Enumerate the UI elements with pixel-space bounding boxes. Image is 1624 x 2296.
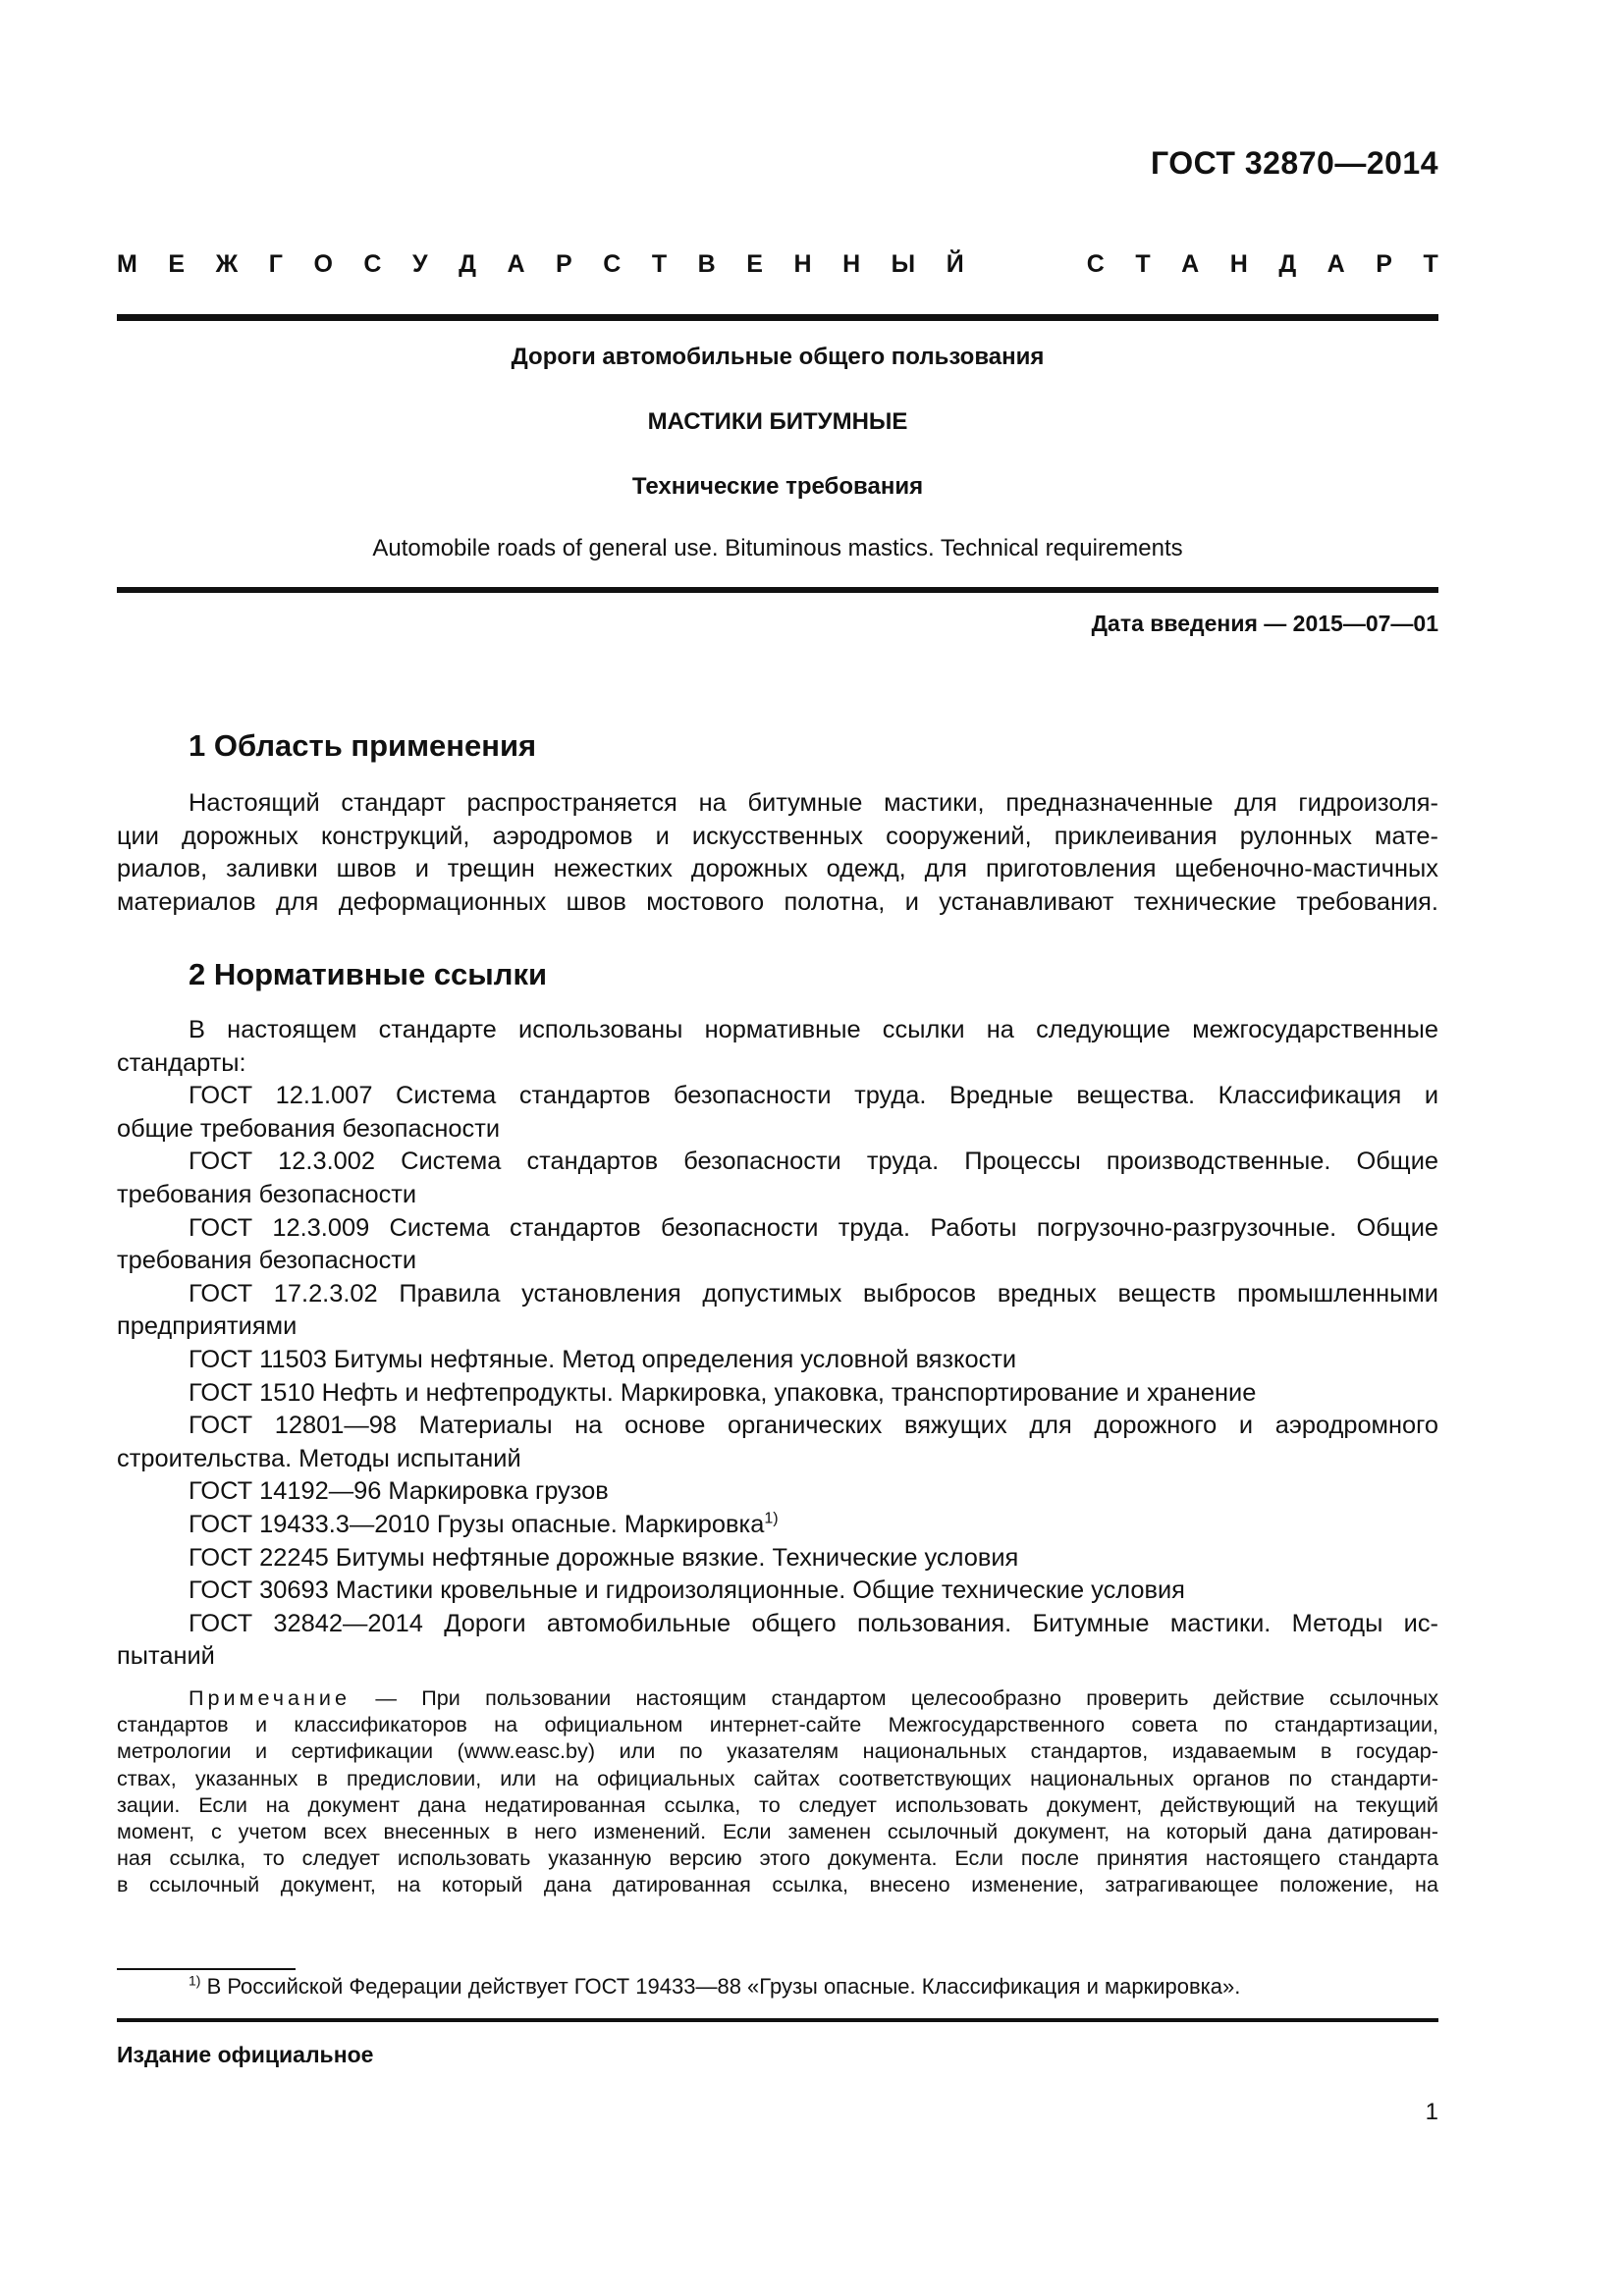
reference-item [117,1146,1438,1179]
normative-references [117,1014,1438,1674]
note-line: ствах, указанных в предисловии, или на официальных сайтах соответствующих национальных органов по стандарти- [117,1765,1438,1790]
reference-text: ГОСТ 17.2.3.02 Правила установления допустимых выбросов вредных веществ промышленными [189,1279,1438,1308]
note-line: стандартов и классификаторов на официальном интернет-сайте Межгосударственного совета по стандартизации, [117,1712,1438,1737]
note-line: метрологии и сертификации (www.easc.by) или по указателям национальных стандартов, издаваемым в государ- [117,1738,1438,1764]
footnote-text: В Российской Федерации действует ГОСТ 19433—88 «Грузы опасные. Классификация и маркировка». [200,1974,1241,1999]
title-english: Automobile roads of general use. Bituminous mastics. Technical requirements [372,535,1183,561]
reference-item [117,1410,1438,1443]
reference-item [117,1575,1438,1608]
scope-line: Настоящий стандарт распространяется на битумные мастики, предназначенные для гидроизоля- [189,789,1438,817]
reference-item [117,1377,1438,1411]
title-bottom-rule [117,587,1438,593]
refs-intro-line: стандарты: [117,1048,246,1077]
reference-text: ГОСТ 19433.3—2010 Грузы опасные. Маркировка [189,1510,765,1538]
reference-text: ГОСТ 12.3.009 Система стандартов безопасности труда. Работы погрузочно-разгрузочные. Общие [189,1213,1438,1242]
heading-letter: Н [793,250,812,278]
note-label: Примечание [189,1685,351,1710]
heading-letter: Н [842,250,861,278]
reference-text: ГОСТ 30693 Мастики кровельные и гидроизоляционные. Общие технические условия [189,1576,1185,1605]
reference-text: ГОСТ 14192—96 Маркировка грузов [189,1477,609,1506]
section-2-heading: 2 Нормативные ссылки [189,957,548,991]
heading-letter: С [1086,250,1105,278]
section-1-heading: 1 Область применения [189,728,537,763]
heading-letter: М [117,250,137,278]
note-block [117,1684,1438,1898]
heading-word-gap [995,250,1056,279]
title-line-2: МАСТИКИ БИТУМНЫЕ [647,408,908,435]
reference-item [117,1080,1438,1113]
reference-continuation: предприятиями [117,1312,298,1341]
note-line: зации. Если на документ дана недатированная ссылка, то следует использовать документ, действующий на текущий [117,1791,1438,1817]
note-line: ная ссылка, то следует использовать указанную версию этого документа. Если после принятия настоящего стандарта [117,1845,1438,1871]
reference-text: ГОСТ 1510 Нефть и нефтепродукты. Маркировка, упаковка, транспортирование и хранение [189,1378,1257,1407]
heading-letter: Ж [215,250,239,278]
reference-continuation: требования безопасности [117,1180,417,1208]
reference-text: ГОСТ 12.3.002 Система стандартов безопасности труда. Процессы производственные. Общие [189,1148,1438,1176]
section-1-paragraph [117,787,1438,919]
footnote-marker: 1) [189,1972,201,1989]
reference-continuation: общие требования безопасности [117,1114,501,1143]
note-line: момент, с учетом всех внесенных в него изменений. Если заменен ссылочный документ, на который дана датирован- [117,1819,1438,1844]
heading-letter: А [1326,250,1345,278]
reference-item [117,1344,1438,1377]
reference-item [117,1278,1438,1311]
heading-letter: Р [1376,250,1392,278]
note-line: в ссылочный документ, на который дана датированная ссылка, внесено изменение, затрагивающее положение, на [117,1872,1438,1897]
title-line-3: Технические требования [631,473,924,500]
heading-letter: Н [1229,250,1248,278]
heading-letter: Д [1278,250,1297,278]
heading-letter: С [603,250,622,278]
bottom-rule [117,2018,1438,2022]
introduction-date: Дата введения — 2015—07—01 [1091,611,1438,636]
heading-letter: Р [556,250,572,278]
reference-item [117,1509,1438,1542]
document-page [117,0,1438,2296]
standard-kind-heading [117,250,1438,279]
note-line [117,1684,1438,1711]
heading-letter: А [1181,250,1200,278]
reference-text: ГОСТ 22245 Битумы нефтяные дорожные вязкие. Технические условия [189,1543,1019,1572]
scope-line: риалов, заливки швов и трещин нежестких дорожных одежд, для приготовления щебеночно-мастичных [117,855,1438,882]
title-line-1: Дороги автомобильные общего пользования [511,344,1045,370]
heading-letter: Т [1423,250,1438,278]
reference-item [117,1475,1438,1509]
reference-continuation: пытаний [117,1642,215,1671]
reference-text: ГОСТ 12801—98 Материалы на основе органических вяжущих для дорожного и аэродромного [189,1412,1438,1440]
heading-letter: Г [268,250,283,278]
reference-footnote-marker: 1) [764,1510,779,1527]
scope-line: ции дорожных конструкций, аэродромов и искусственных сооружений, приклеивания рулонных мате- [117,822,1438,850]
reference-item [117,1542,1438,1575]
heading-letter: В [697,250,716,278]
top-rule [117,314,1438,321]
heading-letter: С [363,250,382,278]
heading-letter: Ы [891,250,916,278]
reference-item [117,1608,1438,1641]
heading-letter: Д [459,250,476,278]
reference-text: ГОСТ 32842—2014 Дороги автомобильные общего пользования. Битумные мастики. Методы ис- [189,1609,1438,1637]
page-number: 1 [1425,2099,1438,2125]
reference-continuation: требования безопасности [117,1247,417,1275]
reference-item [117,1212,1438,1246]
footnote-rule [117,1968,296,1970]
heading-letter: Т [651,250,668,278]
heading-letter: Т [1135,250,1151,278]
note-first-line: — При пользовании настоящим стандартом целесообразно проверить действие ссылочных [351,1685,1438,1710]
footnote [189,1972,1240,2002]
heading-letter: О [313,250,333,278]
refs-intro-line: В настоящем стандарте использованы нормативные ссылки на следующие межгосударственные [189,1016,1438,1043]
scope-line: материалов для деформационных швов мостового полотна, и устанавливают технические требования. [117,887,1438,916]
heading-letter: Е [168,250,186,278]
heading-letter: У [412,250,428,278]
heading-letter: Й [946,250,964,278]
reference-continuation: строительства. Методы испытаний [117,1444,521,1472]
edition-label: Издание официальное [117,2042,374,2067]
document-number: ГОСТ 32870—2014 [1150,145,1438,181]
heading-letter: Е [746,250,763,278]
reference-text: ГОСТ 12.1.007 Система стандартов безопасности труда. Вредные вещества. Классификация и [189,1082,1438,1110]
heading-letter: А [507,250,525,278]
reference-text: ГОСТ 11503 Битумы нефтяные. Метод определения условной вязкости [189,1345,1017,1373]
